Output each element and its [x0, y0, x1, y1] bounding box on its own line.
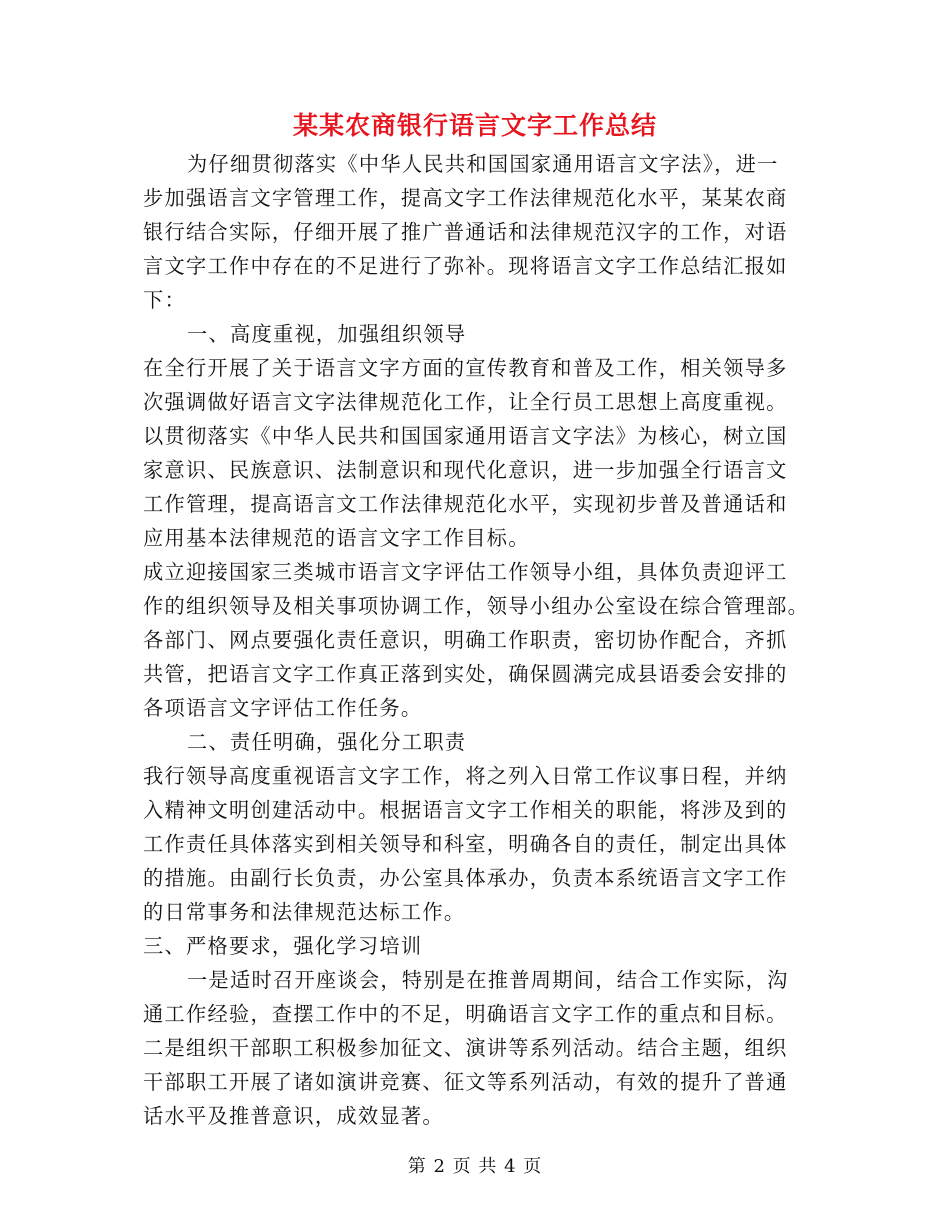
- document-body: [143, 147, 810, 1133]
- paragraph-line: 成立迎接国家三类城市语言文字评估工作领导小组，具体负责迎评工: [143, 560, 788, 584]
- paragraph-line: 我行领导高度重视语言文字工作，将之列入日常工作议事日程，并纳: [143, 764, 788, 788]
- paragraph-line: 的日常事务和法律规范达标工作。: [143, 900, 466, 924]
- page-number-footer: 第 2 页 共 4 页: [407, 1156, 543, 1177]
- section-heading-3: 三、严格要求，强化学习培训: [143, 934, 423, 958]
- paragraph-line: 工作管理，提高语言文工作法律规范化水平，实现初步普及普通话和: [143, 492, 788, 516]
- paragraph-line: 银行结合实际，仔细开展了推广普通话和法律规范汉字的工作，对语: [143, 220, 788, 244]
- paragraph-line: 下：: [143, 288, 186, 312]
- section-heading-1: 一、高度重视，加强组织领导: [187, 322, 467, 346]
- section-heading-2: 二、责任明确，强化分工职责: [187, 730, 467, 754]
- paragraph-line: 步加强语言文字管理工作，提高文字工作法律规范化水平，某某农商: [143, 186, 788, 210]
- paragraph-line: 为仔细贯彻落实《中华人民共和国国家通用语言文字法》，进一: [187, 152, 779, 176]
- paragraph-line: 工作责任具体落实到相关领导和科室，明确各自的责任，制定出具体: [143, 832, 788, 856]
- document-title: 某某农商银行语言文字工作总结: [292, 111, 657, 140]
- paragraph-line: 言文字工作中存在的不足进行了弥补。现将语言文字工作总结汇报如: [143, 254, 788, 278]
- paragraph-line: 次强调做好语言文字法律规范化工作，让全行员工思想上高度重视。: [143, 390, 788, 414]
- paragraph-line: 的措施。由副行长负责，办公室具体承办，负责本系统语言文字工作: [143, 866, 788, 890]
- paragraph-line: 作的组织领导及相关事项协调工作，领导小组办公室设在综合管理部。: [143, 594, 810, 618]
- paragraph-line: 以贯彻落实《中华人民共和国国家通用语言文字法》为核心，树立国: [143, 424, 788, 448]
- paragraph-line: 入精神文明创建活动中。根据语言文字工作相关的职能，将涉及到的: [143, 798, 788, 822]
- paragraph-line: 干部职工开展了诸如演讲竞赛、征文等系列活动，有效的提升了普通: [143, 1070, 788, 1094]
- paragraph-line: 各部门、网点要强化责任意识，明确工作职责，密切协作配合，齐抓: [143, 628, 788, 652]
- paragraph-line: 在全行开展了关于语言文字方面的宣传教育和普及工作，相关领导多: [143, 356, 788, 380]
- paragraph-line: 二是组织干部职工积极参加征文、演讲等系列活动。结合主题，组织: [143, 1036, 788, 1060]
- paragraph-line: 一是适时召开座谈会，特别是在推普周期间，结合工作实际，沟: [187, 968, 789, 992]
- paragraph-line: 话水平及推普意识，成效显著。: [143, 1104, 444, 1128]
- paragraph-line: 各项语言文字评估工作任务。: [143, 696, 423, 720]
- paragraph-line: 共管，把语言文字工作真正落到实处，确保圆满完成县语委会安排的: [143, 662, 788, 686]
- paragraph-line: 家意识、民族意识、法制意识和现代化意识，进一步加强全行语言文: [143, 458, 788, 482]
- paragraph-line: 通工作经验，查摆工作中的不足，明确语言文字工作的重点和目标。: [143, 1002, 788, 1026]
- paragraph-line: 应用基本法律规范的语言文字工作目标。: [143, 526, 530, 550]
